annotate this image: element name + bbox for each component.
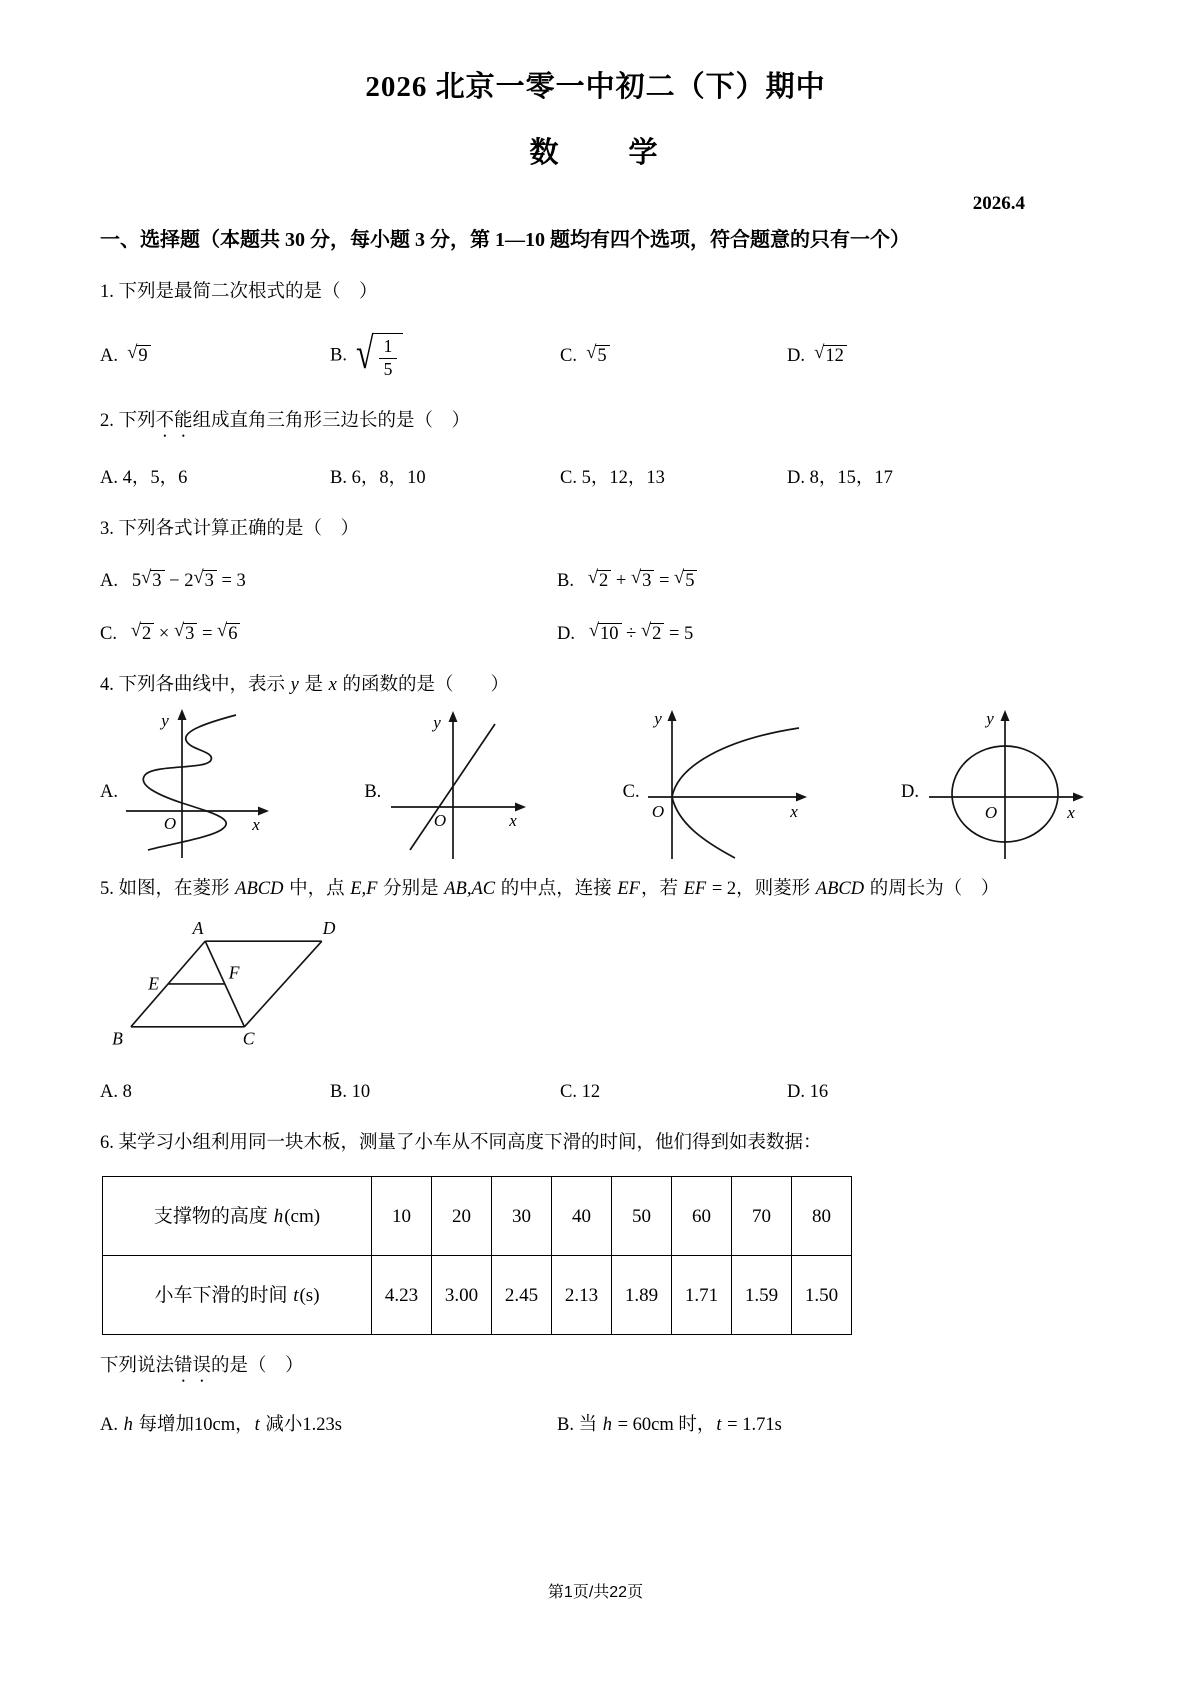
q3-option-b: B. √2 + √3 = √5 [557,568,1091,595]
table-cell: 40 [552,1177,612,1256]
vertex-c-label: C [242,1028,255,1049]
q1-options [100,329,1091,383]
table-cell: 1.50 [792,1256,852,1335]
q4-graph-a [100,707,275,862]
q2-option-a: A. 4，5，6 [100,467,188,488]
vertex-b-label: B [112,1028,123,1049]
q1-option-d: D. √12 [787,343,1091,370]
q5-option-a: A. 8 [100,1081,132,1102]
table-cell: 20 [432,1177,492,1256]
q4-graph-d-label: D. [900,781,919,802]
q5-option-c: C. 12 [560,1081,601,1102]
table-cell: 50 [612,1177,672,1256]
x-axis-label: x [509,810,518,830]
q2-stem: 2. 下列不能组成直角三角形三边长的是（ ） [100,410,471,431]
x-axis-label: x [1067,802,1075,822]
point-f-label: F [228,961,240,982]
q5-option-b: B. 10 [330,1081,371,1102]
q4-graphs [100,707,1091,862]
q4-graph-d [901,707,1091,862]
y-axis-label: y [161,710,169,730]
line-graph [383,707,533,862]
q3-stem: 3. 下列各式计算正确的是（ ） [100,518,360,539]
table-row [103,1177,852,1256]
rhombus-figure [102,915,360,1055]
q6-options [100,1412,1091,1439]
table-row-label: 支撑物的高度 h(cm) [103,1177,372,1256]
y-axis-label: y [653,708,662,728]
q4-graph-b [364,707,533,862]
q6-post-stem: 下列说法错误的是（ ） [100,1356,304,1377]
q1-stem: 1. 下列是最简二次根式的是（ ） [100,281,378,302]
vertex-d-label: D [322,917,336,938]
q4-graph-a-label: A. [100,781,118,802]
origin-label: O [984,802,998,822]
table-cell: 60 [672,1177,732,1256]
table-cell: 1.71 [672,1256,732,1335]
q2-option-b: B. 6，8，10 [330,467,426,488]
q6-stem: 6. 某学习小组利用同一块木板，测量了小车从不同高度下滑的时间，他们得到如表数据： [100,1132,822,1153]
q5-options [100,1079,1091,1106]
q3-option-a: A. 5√3 − 2√3 = 3 [100,568,246,592]
y-axis-label: y [433,712,442,732]
origin-label: O [434,810,447,830]
table-cell: 2.13 [552,1256,612,1335]
table-cell: 70 [732,1177,792,1256]
q2-option-c: C. 5，12，13 [560,467,665,488]
wavy-curve-graph [120,707,275,862]
table-cell: 2.45 [492,1256,552,1335]
table-row-label: 小车下滑的时间 t(s) [103,1256,372,1335]
q4-stem: 4. 下列各曲线中，表示 y 是 x 的函数的是（ ） [100,675,509,696]
table-cell: 3.00 [432,1256,492,1335]
q1-option-b: B. √ $\frac{1}{5}$ [330,329,560,383]
q6-option-a: A. h 每增加10cm，t 减小1.23s [100,1415,342,1436]
page-footer: 第1页/共22页 [547,1583,644,1601]
origin-label: O [651,801,664,821]
q2-option-d: D. 8，15，17 [787,467,893,488]
exam-date: 2026.4 [972,193,1025,215]
q3-options-row2 [100,621,1091,648]
q1-option-a: A. √9 [100,343,330,370]
point-e-label: E [148,973,159,994]
table-cell: 1.89 [612,1256,672,1335]
q6-option-b: B. 当 h = 60cm 时，t = 1.71s [557,1415,782,1436]
q3-option-c: C. √2 × √3 = √6 [100,621,557,648]
q3-option-d: D. √10 ÷ √2 = 5 [557,621,694,645]
q1-option-c: C. √5 [560,343,787,370]
sideways-parabola-graph [642,707,812,862]
q6-table [102,1176,852,1335]
x-axis-label: x [252,814,260,834]
table-cell: 10 [372,1177,432,1256]
q3-options-row1 [100,568,1091,595]
table-cell: 1.59 [732,1256,792,1335]
q4-graph-b-label: B. [364,781,382,802]
vertex-a-label: A [192,917,204,938]
section-heading: 一、选择题（本题共 30 分，每小题 3 分，第 1—10 题均有四个选项，符合题意的只有一个） [100,228,910,251]
ellipse-graph [921,707,1091,862]
page-title: 2026 北京一零一中初二（下）期中 [365,71,826,103]
y-axis-label: y [986,708,994,728]
origin-label: O [163,813,177,833]
q4-graph-c [623,707,812,862]
x-axis-label: x [789,801,798,821]
table-cell: 4.23 [372,1256,432,1335]
q5-stem: 5. 如图，在菱形 ABCD 中，点 E,F 分别是 AB,AC 的中点，连接 EF，若 EF = 2，则菱形 ABCD 的周长为（ ） [100,878,1000,899]
table-cell: 80 [792,1177,852,1256]
q2-options [100,465,1091,492]
subject-title: 数 学 [529,137,662,170]
table-cell: 30 [492,1177,552,1256]
table-row [103,1256,852,1335]
q5-figure [102,915,1091,1055]
q5-option-d: D. 16 [787,1081,829,1102]
q4-graph-c-label: C. [622,781,640,802]
